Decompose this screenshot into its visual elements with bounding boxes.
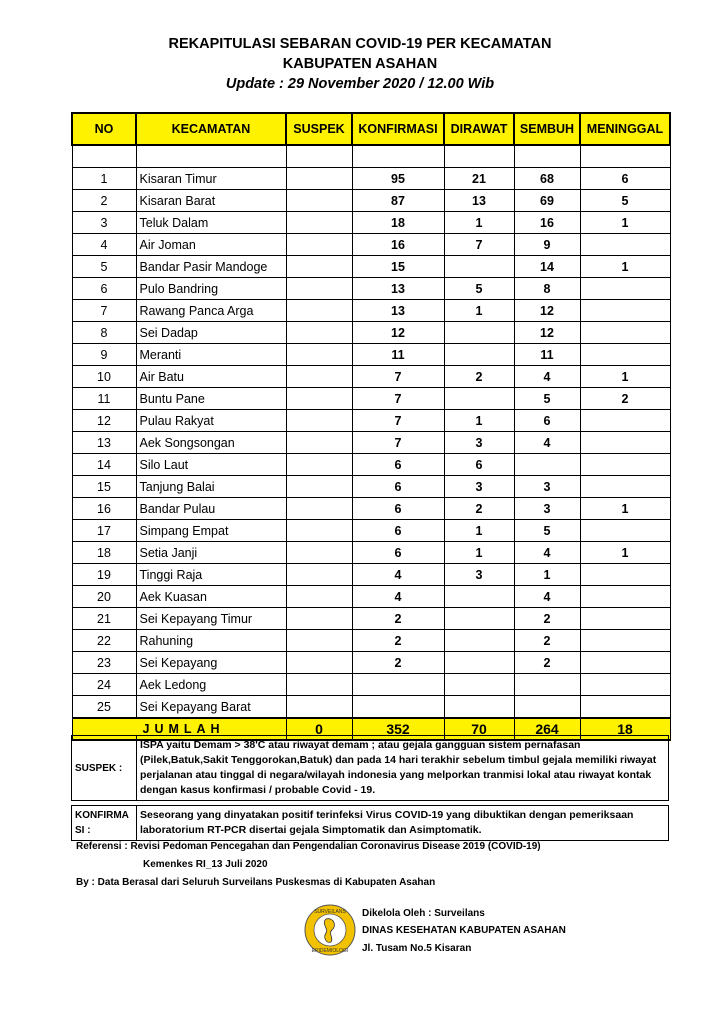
cell-suspek <box>286 322 352 344</box>
cell-dirawat <box>444 608 514 630</box>
cell-no: 16 <box>72 498 136 520</box>
report-subtitle: KABUPATEN ASAHAN <box>282 56 438 72</box>
cell-dirawat: 7 <box>444 234 514 256</box>
cell-no: 4 <box>72 234 136 256</box>
cell-sembuh <box>514 696 580 719</box>
cell-sembuh: 5 <box>514 388 580 410</box>
cell-kecamatan: Pulau Rakyat <box>136 410 286 432</box>
cell-suspek <box>286 476 352 498</box>
cell-dirawat <box>444 696 514 719</box>
table-row <box>72 278 670 300</box>
cell-sembuh: 11 <box>514 344 580 366</box>
cell-no: 11 <box>72 388 136 410</box>
cell-konfirmasi: 15 <box>352 256 444 278</box>
cell-no: 13 <box>72 432 136 454</box>
cell-sembuh: 2 <box>514 652 580 674</box>
table-row <box>72 322 670 344</box>
cell-konfirmasi: 13 <box>352 278 444 300</box>
table-row <box>72 366 670 388</box>
managed-by: Dikelola Oleh : Surveilans <box>362 908 485 919</box>
cell-meninggal: 1 <box>580 542 670 564</box>
cell-sembuh: 14 <box>514 256 580 278</box>
cell-konfirmasi: 6 <box>352 542 444 564</box>
table-row <box>72 256 670 278</box>
cell-meninggal <box>580 586 670 608</box>
table-row <box>72 300 670 322</box>
col-header: DIRAWAT <box>444 113 514 145</box>
cell-suspek <box>286 300 352 322</box>
cell-meninggal <box>580 300 670 322</box>
cell-meninggal: 1 <box>580 498 670 520</box>
cell-dirawat <box>444 674 514 696</box>
table-row <box>72 388 670 410</box>
cell-suspek <box>286 168 352 190</box>
cell-suspek <box>286 498 352 520</box>
cell-meninggal: 1 <box>580 256 670 278</box>
cell-suspek <box>286 674 352 696</box>
cell-no: 21 <box>72 608 136 630</box>
cell-sembuh: 5 <box>514 520 580 542</box>
cell-konfirmasi: 4 <box>352 586 444 608</box>
cell-no: 10 <box>72 366 136 388</box>
cell-kecamatan: Bandar Pasir Mandoge <box>136 256 286 278</box>
table-row <box>72 630 670 652</box>
cell-meninggal <box>580 630 670 652</box>
table-row <box>72 190 670 212</box>
table-row <box>72 564 670 586</box>
cell-meninggal <box>580 696 670 719</box>
logo-text-bottom: EPIDEMIOLOGI <box>311 948 349 954</box>
cell-suspek <box>286 586 352 608</box>
logo-text-top: SURVEILANS <box>314 909 346 915</box>
cell-no: 20 <box>72 586 136 608</box>
agency-name: DINAS KESEHATAN KABUPATEN ASAHAN <box>362 925 566 936</box>
cell-no: 23 <box>72 652 136 674</box>
definition-row-suspek <box>72 736 669 801</box>
table-row <box>72 520 670 542</box>
cell-konfirmasi <box>352 696 444 719</box>
update-date: Update : 29 November 2020 / 12.00 Wib <box>225 76 495 92</box>
cell-dirawat: 2 <box>444 498 514 520</box>
cell-suspek <box>286 256 352 278</box>
cell-kecamatan: Tinggi Raja <box>136 564 286 586</box>
surveilans-logo <box>304 904 356 956</box>
cell-suspek <box>286 454 352 476</box>
total-meninggal: 18 <box>580 718 670 740</box>
cell-no: 6 <box>72 278 136 300</box>
table-row <box>72 586 670 608</box>
cell-sembuh: 12 <box>514 322 580 344</box>
cell-meninggal: 1 <box>580 366 670 388</box>
col-header: SEMBUH <box>514 113 580 145</box>
cell-no: 14 <box>72 454 136 476</box>
cell-meninggal <box>580 410 670 432</box>
cell-sembuh: 2 <box>514 630 580 652</box>
cell-konfirmasi: 7 <box>352 388 444 410</box>
cell-kecamatan: Silo Laut <box>136 454 286 476</box>
cell-sembuh: 16 <box>514 212 580 234</box>
cell-dirawat: 1 <box>444 410 514 432</box>
cell-meninggal <box>580 454 670 476</box>
cell-sembuh: 8 <box>514 278 580 300</box>
cell-suspek <box>286 212 352 234</box>
cell-suspek <box>286 344 352 366</box>
cell-no: 18 <box>72 542 136 564</box>
cell-suspek <box>286 410 352 432</box>
cell-no: 19 <box>72 564 136 586</box>
table-row <box>72 168 670 190</box>
table-row <box>72 212 670 234</box>
total-label: JUMLAH <box>72 718 286 740</box>
cell-kecamatan: Aek Kuasan <box>136 586 286 608</box>
cell-suspek <box>286 630 352 652</box>
cell-kecamatan: Sei Kepayang Barat <box>136 696 286 719</box>
col-header: NO <box>72 113 136 145</box>
cell-sembuh <box>514 454 580 476</box>
cell-dirawat: 1 <box>444 542 514 564</box>
cell-meninggal: 5 <box>580 190 670 212</box>
cell-meninggal <box>580 608 670 630</box>
total-konfirmasi: 352 <box>352 718 444 740</box>
cell-meninggal <box>580 564 670 586</box>
cell-dirawat: 6 <box>444 454 514 476</box>
cell-konfirmasi: 13 <box>352 300 444 322</box>
definition-key: SUSPEK : <box>72 736 137 801</box>
cell-sembuh: 4 <box>514 366 580 388</box>
cell-sembuh: 12 <box>514 300 580 322</box>
cell-no: 22 <box>72 630 136 652</box>
cell-dirawat <box>444 256 514 278</box>
cell-kecamatan: Kisaran Barat <box>136 190 286 212</box>
table-row <box>72 696 670 719</box>
separator-row <box>72 145 670 168</box>
cell-konfirmasi: 11 <box>352 344 444 366</box>
table-row <box>72 476 670 498</box>
cell-sembuh: 4 <box>514 432 580 454</box>
table-row <box>72 234 670 256</box>
cell-dirawat: 1 <box>444 300 514 322</box>
cell-konfirmasi: 18 <box>352 212 444 234</box>
cell-sembuh: 1 <box>514 564 580 586</box>
cell-dirawat <box>444 388 514 410</box>
cell-suspek <box>286 696 352 719</box>
cell-dirawat: 5 <box>444 278 514 300</box>
cell-kecamatan: Air Batu <box>136 366 286 388</box>
table-row <box>72 432 670 454</box>
cell-konfirmasi: 6 <box>352 454 444 476</box>
total-dirawat: 70 <box>444 718 514 740</box>
cell-sembuh: 9 <box>514 234 580 256</box>
col-header: SUSPEK <box>286 113 352 145</box>
cell-dirawat: 3 <box>444 476 514 498</box>
covid-recap-table <box>71 112 671 741</box>
cell-kecamatan: Rahuning <box>136 630 286 652</box>
cell-suspek <box>286 388 352 410</box>
table-header-row <box>72 113 670 145</box>
table-row <box>72 674 670 696</box>
cell-suspek <box>286 278 352 300</box>
total-sembuh: 264 <box>514 718 580 740</box>
cell-meninggal: 6 <box>580 168 670 190</box>
agency-address: Jl. Tusam No.5 Kisaran <box>362 943 472 954</box>
cell-suspek <box>286 432 352 454</box>
col-header: KONFIRMASI <box>352 113 444 145</box>
reference-line: Referensi : Revisi Pedoman Pencegahan dan Pengendalian Coronavirus Disease 2019 (COVID-19) <box>76 841 541 852</box>
cell-suspek <box>286 366 352 388</box>
definition-text: ISPA yaitu Demam > 38'C atau riwayat demam ; atau gejala gangguan sistem pernafasan (Pilek,Batuk,Sakit Tenggorokan,Batuk) dan pada 14 hari terakhir sebelum timbul gejala memiliki riwayat perjalanan atau tinggal di negara/wilayah indonesia yang melporkan tranmisi lokal atau riwayat kontak dengan kasus konfirmasi / probable Covid - 19. <box>137 736 669 801</box>
cell-kecamatan: Meranti <box>136 344 286 366</box>
table-row <box>72 652 670 674</box>
cell-sembuh: 3 <box>514 476 580 498</box>
cell-kecamatan: Pulo Bandring <box>136 278 286 300</box>
cell-konfirmasi: 7 <box>352 410 444 432</box>
cell-suspek <box>286 608 352 630</box>
report-title: REKAPITULASI SEBARAN COVID-19 PER KECAMATAN <box>168 36 552 52</box>
cell-sembuh <box>514 674 580 696</box>
cell-suspek <box>286 542 352 564</box>
cell-konfirmasi: 7 <box>352 432 444 454</box>
cell-sembuh: 69 <box>514 190 580 212</box>
cell-kecamatan: Sei Dadap <box>136 322 286 344</box>
cell-konfirmasi: 12 <box>352 322 444 344</box>
cell-dirawat: 3 <box>444 432 514 454</box>
cell-meninggal: 2 <box>580 388 670 410</box>
cell-konfirmasi: 4 <box>352 564 444 586</box>
cell-dirawat: 2 <box>444 366 514 388</box>
cell-konfirmasi: 2 <box>352 630 444 652</box>
cell-suspek <box>286 520 352 542</box>
cell-kecamatan: Aek Ledong <box>136 674 286 696</box>
col-header: MENINGGAL <box>580 113 670 145</box>
cell-kecamatan: Buntu Pane <box>136 388 286 410</box>
cell-dirawat <box>444 652 514 674</box>
cell-dirawat: 21 <box>444 168 514 190</box>
cell-no: 12 <box>72 410 136 432</box>
cell-no: 3 <box>72 212 136 234</box>
table-row <box>72 608 670 630</box>
cell-konfirmasi: 2 <box>352 652 444 674</box>
cell-meninggal <box>580 278 670 300</box>
reference-line: Kemenkes RI_13 Juli 2020 <box>143 859 268 870</box>
cell-konfirmasi: 2 <box>352 608 444 630</box>
total-suspek: 0 <box>286 718 352 740</box>
cell-konfirmasi: 16 <box>352 234 444 256</box>
cell-dirawat: 3 <box>444 564 514 586</box>
cell-kecamatan: Setia Janji <box>136 542 286 564</box>
cell-dirawat: 1 <box>444 212 514 234</box>
cell-dirawat: 13 <box>444 190 514 212</box>
cell-kecamatan: Tanjung Balai <box>136 476 286 498</box>
cell-suspek <box>286 190 352 212</box>
cell-kecamatan: Simpang Empat <box>136 520 286 542</box>
cell-no: 17 <box>72 520 136 542</box>
cell-no: 7 <box>72 300 136 322</box>
cell-sembuh: 3 <box>514 498 580 520</box>
cell-kecamatan: Kisaran Timur <box>136 168 286 190</box>
cell-kecamatan: Air Joman <box>136 234 286 256</box>
cell-kecamatan: Bandar Pulau <box>136 498 286 520</box>
cell-kecamatan: Rawang Panca Arga <box>136 300 286 322</box>
definition-text: Seseorang yang dinyatakan positif terinfeksi Virus COVID-19 yang dibuktikan dengan pemeriksaan laboratorium RT-PCR disertai gejala Simptomatik dan Asimptomatik. <box>137 806 669 841</box>
cell-no: 2 <box>72 190 136 212</box>
cell-kecamatan: Teluk Dalam <box>136 212 286 234</box>
cell-konfirmasi <box>352 674 444 696</box>
cell-sembuh: 4 <box>514 586 580 608</box>
definition-key: KONFIRMA SI : <box>72 806 137 841</box>
cell-sembuh: 68 <box>514 168 580 190</box>
cell-kecamatan: Sei Kepayang <box>136 652 286 674</box>
cell-konfirmasi: 6 <box>352 520 444 542</box>
cell-konfirmasi: 6 <box>352 476 444 498</box>
cell-suspek <box>286 564 352 586</box>
cell-dirawat: 1 <box>444 520 514 542</box>
cell-suspek <box>286 234 352 256</box>
definition-row-konfirmasi <box>72 806 669 841</box>
col-header: KECAMATAN <box>136 113 286 145</box>
table-row <box>72 410 670 432</box>
cell-no: 25 <box>72 696 136 719</box>
cell-meninggal <box>580 476 670 498</box>
cell-no: 5 <box>72 256 136 278</box>
cell-dirawat <box>444 630 514 652</box>
cell-no: 1 <box>72 168 136 190</box>
cell-konfirmasi: 95 <box>352 168 444 190</box>
table-row <box>72 454 670 476</box>
cell-dirawat <box>444 586 514 608</box>
cell-konfirmasi: 6 <box>352 498 444 520</box>
cell-kecamatan: Aek Songsongan <box>136 432 286 454</box>
cell-no: 15 <box>72 476 136 498</box>
cell-meninggal <box>580 344 670 366</box>
table-row <box>72 344 670 366</box>
table-row <box>72 498 670 520</box>
cell-sembuh: 6 <box>514 410 580 432</box>
cell-sembuh: 4 <box>514 542 580 564</box>
cell-meninggal <box>580 652 670 674</box>
cell-meninggal: 1 <box>580 212 670 234</box>
data-source-line: By : Data Berasal dari Seluruh Surveilans Puskesmas di Kabupaten Asahan <box>76 877 436 888</box>
table-row <box>72 542 670 564</box>
cell-konfirmasi: 87 <box>352 190 444 212</box>
cell-meninggal <box>580 432 670 454</box>
cell-meninggal <box>580 674 670 696</box>
cell-no: 24 <box>72 674 136 696</box>
cell-sembuh: 2 <box>514 608 580 630</box>
cell-meninggal <box>580 234 670 256</box>
cell-konfirmasi: 7 <box>352 366 444 388</box>
cell-dirawat <box>444 322 514 344</box>
cell-suspek <box>286 652 352 674</box>
definitions-table <box>71 735 669 841</box>
cell-no: 8 <box>72 322 136 344</box>
cell-meninggal <box>580 322 670 344</box>
cell-kecamatan: Sei Kepayang Timur <box>136 608 286 630</box>
cell-dirawat <box>444 344 514 366</box>
cell-no: 9 <box>72 344 136 366</box>
cell-meninggal <box>580 520 670 542</box>
